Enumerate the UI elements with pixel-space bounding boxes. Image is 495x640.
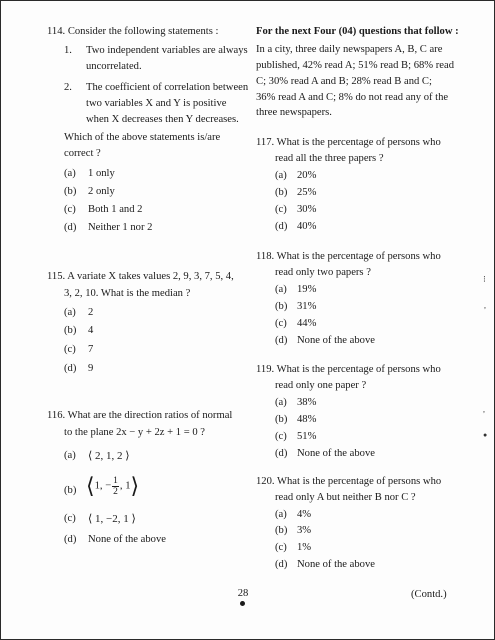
question-number: 119. bbox=[256, 364, 275, 375]
option-label: (b) bbox=[64, 186, 77, 197]
option-label: (c) bbox=[64, 344, 76, 355]
option-text: 1 only bbox=[88, 168, 115, 179]
option-text: None of the above bbox=[297, 448, 375, 459]
option-text: Neither 1 nor 2 bbox=[88, 222, 153, 233]
option-text: 44% bbox=[297, 318, 317, 329]
option-text: 40% bbox=[297, 221, 317, 232]
option-text: 3% bbox=[297, 525, 312, 536]
statement-2-line-3: when X decreases then Y decreases. bbox=[86, 114, 239, 125]
fraction-numerator: 1 bbox=[113, 475, 118, 486]
option-text: 31% bbox=[297, 301, 317, 312]
question-115-line-2: 3, 2, 10. What is the median ? bbox=[64, 288, 191, 299]
question-114-ask-line-1: Which of the above statements is/are bbox=[64, 132, 221, 143]
question-114-ask-line-2: correct ? bbox=[64, 148, 101, 159]
question-stem: Consider the following statements : bbox=[67, 26, 219, 37]
question-text: What is the percentage of persons who bbox=[276, 137, 441, 148]
question-117-line-2: read all the three papers ? bbox=[275, 153, 384, 164]
statement-1-line-1: Two independent variables are always bbox=[86, 45, 248, 56]
margin-mark: , bbox=[483, 405, 485, 414]
option-label: (b) bbox=[275, 414, 288, 425]
option-label: (b) bbox=[275, 301, 288, 312]
question-number: 115. bbox=[47, 271, 66, 282]
question-119-line-2: read only one paper ? bbox=[275, 380, 367, 391]
option-label: (d) bbox=[64, 363, 77, 374]
question-number: 114. bbox=[47, 26, 66, 37]
option-label: (a) bbox=[275, 170, 287, 181]
option-label: (c) bbox=[64, 204, 76, 215]
option-text: 19% bbox=[297, 284, 317, 295]
option-label: (b) bbox=[275, 525, 288, 536]
question-114-header bbox=[47, 24, 218, 40]
option-label: (a) bbox=[64, 307, 76, 318]
option-text: 30% bbox=[297, 204, 317, 215]
option-label: (a) bbox=[275, 509, 287, 520]
option-text: 20% bbox=[297, 170, 317, 181]
statement-2-line-2: two variables X and Y is positive bbox=[86, 98, 227, 109]
option-text: 2 only bbox=[88, 186, 115, 197]
question-115-line-1 bbox=[47, 269, 234, 285]
option-text: 48% bbox=[297, 414, 317, 425]
option-label: (c) bbox=[275, 542, 287, 553]
option-label: (c) bbox=[64, 513, 76, 524]
question-118-line-1 bbox=[256, 249, 441, 265]
vector-suffix: , 1 bbox=[119, 480, 131, 492]
option-label: (a) bbox=[275, 397, 287, 408]
option-label: (d) bbox=[64, 534, 77, 545]
question-number: 118. bbox=[256, 251, 275, 262]
option-text: ⟨ 2, 1, 2 ⟩ bbox=[88, 450, 130, 462]
option-vector-expression bbox=[86, 475, 139, 497]
question-text: What is the percentage of persons who bbox=[276, 251, 441, 262]
option-label: (d) bbox=[275, 448, 288, 459]
question-120-line-2: read only A but neither B nor C ? bbox=[275, 492, 416, 503]
question-120-line-1 bbox=[256, 474, 441, 490]
question-117-line-1 bbox=[256, 135, 441, 151]
question-116-line-2: to the plane 2x − y + 2z + 1 = 0 ? bbox=[64, 427, 205, 438]
option-label: (a) bbox=[64, 450, 76, 461]
question-number: 116. bbox=[47, 410, 66, 421]
instruction-line-5: three newspapers. bbox=[256, 107, 332, 118]
option-text: 4% bbox=[297, 509, 312, 520]
statement-2-number: 2. bbox=[64, 82, 72, 93]
question-119-line-1 bbox=[256, 362, 441, 378]
option-label: (b) bbox=[64, 325, 77, 336]
question-text: What is the percentage of persons who bbox=[277, 476, 442, 487]
option-label: (a) bbox=[64, 168, 76, 179]
question-text: What is the percentage of persons who bbox=[276, 364, 441, 375]
margin-mark: , bbox=[484, 301, 486, 310]
question-118-line-2: read only two papers ? bbox=[275, 267, 371, 278]
option-label: (d) bbox=[275, 335, 288, 346]
option-label: (a) bbox=[275, 284, 287, 295]
left-angle-bracket: ⟨ bbox=[86, 473, 95, 498]
instruction-heading: For the next Four (04) questions that follow : bbox=[256, 26, 459, 37]
margin-mark: ● bbox=[483, 431, 488, 439]
instruction-line-4: 36% read A and C; 8% do not read any of the bbox=[256, 92, 449, 103]
option-text: ⟨ 1, −2, 1 ⟩ bbox=[88, 513, 136, 525]
question-text: What are the direction ratios of normal bbox=[67, 410, 233, 421]
statement-1-number: 1. bbox=[64, 45, 72, 56]
statement-2-line-1: The coefficient of correlation between bbox=[86, 82, 249, 93]
option-text: 4 bbox=[88, 325, 94, 336]
option-text: 2 bbox=[88, 307, 94, 318]
option-label: (b) bbox=[275, 187, 288, 198]
option-text: None of the above bbox=[297, 335, 375, 346]
option-text: Both 1 and 2 bbox=[88, 204, 143, 215]
question-116-line-1 bbox=[47, 408, 232, 424]
page-number: 28 bbox=[237, 588, 249, 599]
option-text: 1% bbox=[297, 542, 312, 553]
right-angle-bracket: ⟩ bbox=[130, 473, 140, 498]
option-label: (d) bbox=[275, 221, 288, 232]
option-text: None of the above bbox=[88, 534, 166, 545]
option-label: (c) bbox=[275, 318, 287, 329]
question-text: A variate X takes values 2, 9, 3, 7, 5, 4, bbox=[67, 271, 234, 282]
fraction-denominator: 2 bbox=[113, 486, 118, 497]
option-text: 38% bbox=[297, 397, 317, 408]
option-text: 9 bbox=[88, 363, 94, 374]
option-label: (d) bbox=[275, 559, 288, 570]
option-text: None of the above bbox=[297, 559, 375, 570]
option-label: (c) bbox=[275, 204, 287, 215]
instruction-line-2: published, 42% read A; 51% read B; 68% read bbox=[256, 60, 454, 71]
instruction-line-3: C; 30% read A and B; 28% read B and C; bbox=[256, 76, 432, 87]
option-text: 51% bbox=[297, 431, 317, 442]
option-label: (d) bbox=[64, 222, 77, 233]
option-text: 7 bbox=[88, 344, 94, 355]
margin-mark: ⁝ bbox=[483, 274, 486, 284]
question-number: 117. bbox=[256, 137, 275, 148]
option-label: (b) bbox=[64, 485, 77, 496]
vector-prefix: 1, − bbox=[94, 480, 112, 492]
question-number: 120. bbox=[256, 476, 275, 487]
contd-label: (Contd.) bbox=[411, 589, 447, 600]
option-label: (c) bbox=[275, 431, 287, 442]
page-dot bbox=[240, 601, 245, 606]
option-text: 25% bbox=[297, 187, 317, 198]
statement-1-line-2: uncorrelated. bbox=[86, 61, 142, 72]
instruction-line-1: In a city, three daily newspapers A, B, C are bbox=[256, 44, 443, 55]
fraction bbox=[112, 476, 119, 497]
